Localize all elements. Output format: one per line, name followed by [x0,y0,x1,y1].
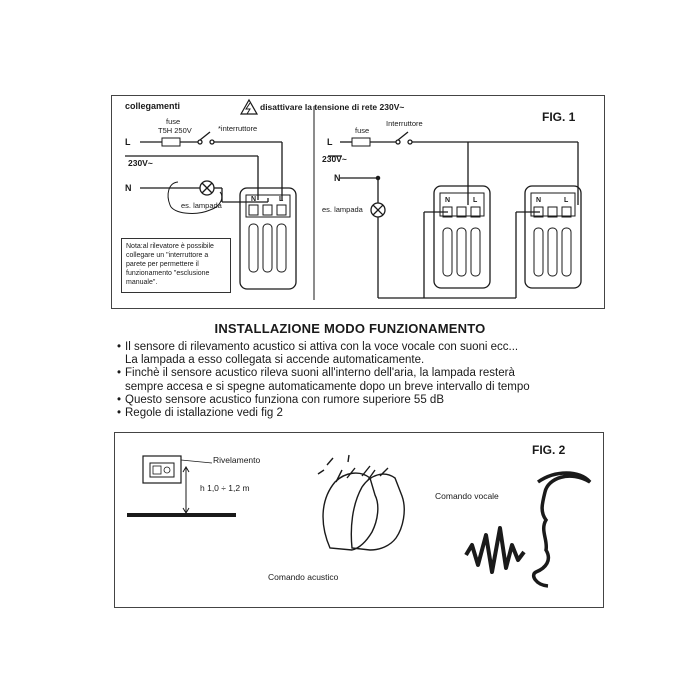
right2-terminal-n: N [536,197,542,204]
voice-command-label: Comando vocale [435,491,499,501]
fig1-warning: disattivare la tensione di rete 230V~ [260,102,405,112]
list-item-continuation: sempre accesa e si spegne automaticamente dopo un breve intervallo di tempo [125,380,530,393]
note-box: Nota:al rilevatore è possibile collegare un "interruttore a parete per permettere il funzionamento "esclusione manuale". [121,238,231,293]
left-n-label: N [125,183,132,193]
clapping-hands-icon [318,455,404,550]
right1-terminal-n: N [445,197,451,204]
list-item: • Finchè il sensore acustico rileva suoni all'interno dell'aria, la lampada resterà [117,367,515,380]
list-item: • Questo sensore acustico funziona con rumore superiore 55 dB [117,393,444,406]
left-terminal-l: L [279,196,284,203]
left-l-label: L [125,137,131,147]
left-terminal-n: N [251,196,257,203]
section-title: INSTALLAZIONE MODO FUNZIONAMENTO [214,321,486,336]
sound-wave-icon [466,528,524,572]
left-switch-label: *interruttore [218,124,258,133]
list-item: • Il sensore di rilevamento acustico si attiva con la voce vocale con suoni ecc... [117,341,519,353]
fig2-label: FIG. 2 [532,443,566,457]
left-voltage: 230V~ [128,158,153,168]
right-voltage: 230V~ [322,154,347,164]
sensor-device [143,456,181,483]
left-fuse-rating: T5H 250V [158,126,192,135]
right2-terminal-l: L [564,197,569,204]
fig1-header: collegamenti [125,101,181,111]
right1-terminal-l: L [473,197,478,204]
detection-label: Rivelamento [213,455,261,465]
right-l-label: L [327,137,333,147]
height-label: h 1,0 ÷ 1,2 m [200,483,250,493]
speaking-face-icon [534,473,590,586]
left-fuse-label: fuse [166,117,181,126]
list-item-continuation: La lampada a esso collegata si accende automaticamente. [125,354,425,367]
left-lamp-label: es. lampada [181,201,222,210]
acoustic-command-label: Comando acustico [268,572,339,582]
list-item: • Regole di istallazione vedi fig 2 [117,407,283,420]
right-switch-label: Interruttore [386,119,423,128]
right-fuse-label: fuse [355,126,370,135]
right-lamp-label: es. lampada [322,205,363,214]
right-n-label: N [334,173,341,183]
fig1-label: FIG. 1 [542,110,576,124]
